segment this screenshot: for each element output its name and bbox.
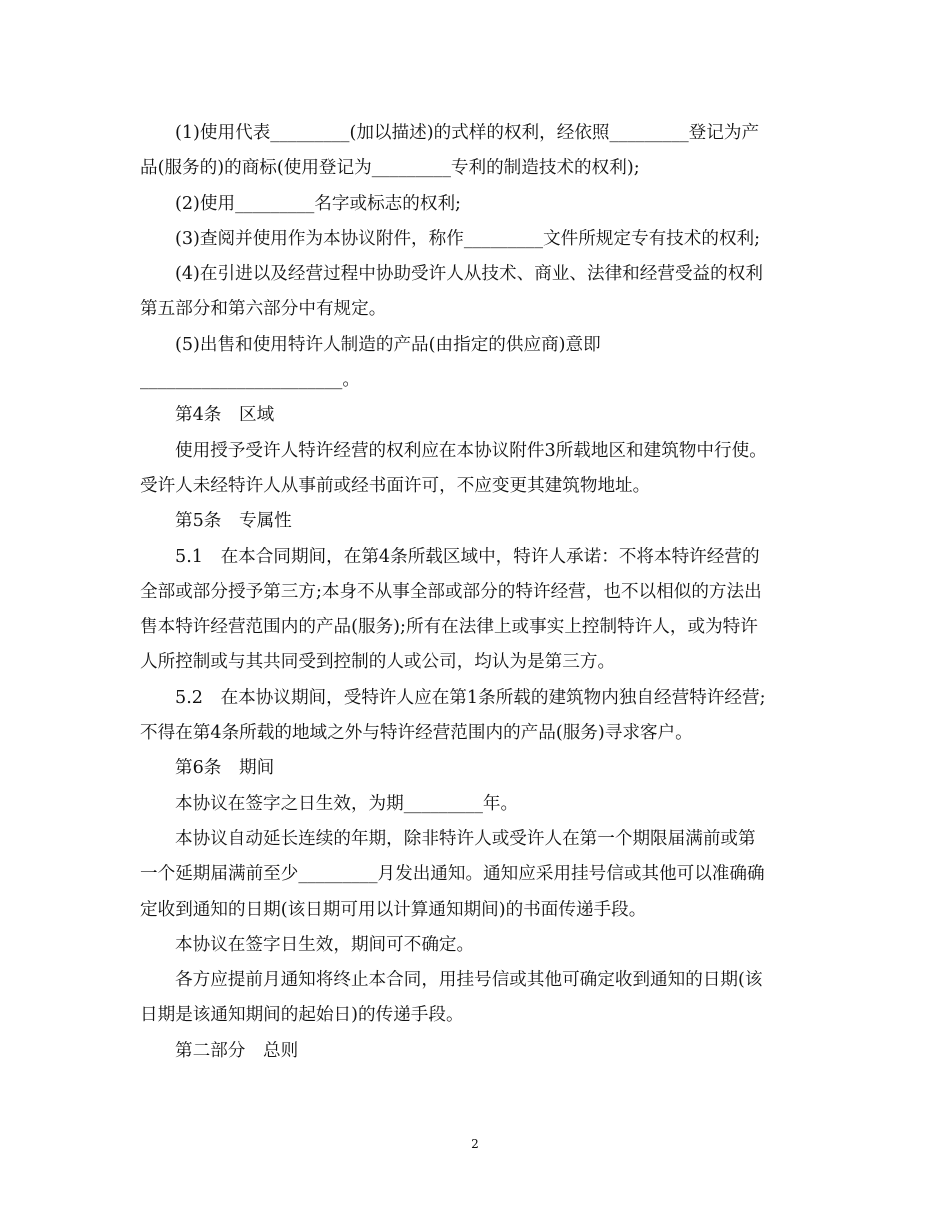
text-line: 第4条 区域 xyxy=(175,405,275,426)
text-line: 本协议自动延长连续的年期，除非特许人或受许人在第一个期限届满前或第 xyxy=(175,828,756,849)
page-number: 2 xyxy=(471,1137,479,1151)
text-line: 人所控制或与其共同受到控制的人或公司，均认为是第三方。 xyxy=(140,652,616,673)
text-line: (1)使用代表_________(加以描述)的式样的权利，经依照_________登记为产 xyxy=(175,123,760,143)
text-line: 第5条 专属性 xyxy=(175,511,292,532)
text-line: (2)使用_________名字或标志的权利; xyxy=(175,193,461,214)
text-line: (4)在引进以及经营过程中协助受许人从技术、商业、法律和经营受益的权利 xyxy=(175,264,763,285)
text-line: (5)出售和使用特许人制造的产品(由指定的供应商)意即 xyxy=(175,334,601,355)
text-line: 使用授予受许人特许经营的权利应在本协议附件3所载地区和建筑物中行使。 xyxy=(175,440,767,461)
text-line: 5.1 在本合同期间，在第4条所载区域中，特许人承诺：不将本特许经营的 xyxy=(175,546,760,567)
text-line: 全部或部分授予第三方;本身不从事全部或部分的特许经营，也不以相似的方法出 xyxy=(140,581,762,602)
document-body xyxy=(140,116,810,1069)
text-line: 日期是该通知期间的起始日)的传递手段。 xyxy=(140,1005,464,1026)
text-line: 售本特许经营范围内的产品(服务);所有在法律上或事实上控制特许人，或为特许 xyxy=(140,617,758,638)
text-line: (3)查阅并使用作为本协议附件，称作_________文件所规定专有技术的权利; xyxy=(175,228,761,249)
text-line: 一个延期届满前至少_________月发出通知。通知应采用挂号信或其他可以准确确 xyxy=(140,864,765,885)
text-line: 受许人未经特许人从事前或经书面许可，不应变更其建筑物地址。 xyxy=(140,475,651,496)
text-line: _______________________。 xyxy=(140,370,360,391)
text-line: 品(服务的)的商标(使用登记为_________专利的制造技术的权利); xyxy=(140,158,640,179)
text-line: 5.2 在本协议期间，受特许人应在第1条所载的建筑物内独自经营特许经营; xyxy=(175,687,766,708)
text-line: 第6条 期间 xyxy=(175,758,275,779)
text-line: 第五部分和第六部分中有规定。 xyxy=(140,299,387,320)
text-line: 本协议在签字之日生效，为期_________年。 xyxy=(175,793,519,814)
text-line: 各方应提前月通知将终止本合同，用挂号信或其他可确定收到通知的日期(该 xyxy=(175,970,763,991)
text-line: 定收到通知的日期(该日期可用以计算通知期间)的书面传递手段。 xyxy=(140,899,647,920)
text-line: 不得在第4条所载的地域之外与特许经营范围内的产品(服务)寻求客户。 xyxy=(140,723,693,744)
text-line: 本协议在签字日生效，期间可不确定。 xyxy=(175,934,475,955)
text-line: 第二部分 总则 xyxy=(175,1040,299,1061)
